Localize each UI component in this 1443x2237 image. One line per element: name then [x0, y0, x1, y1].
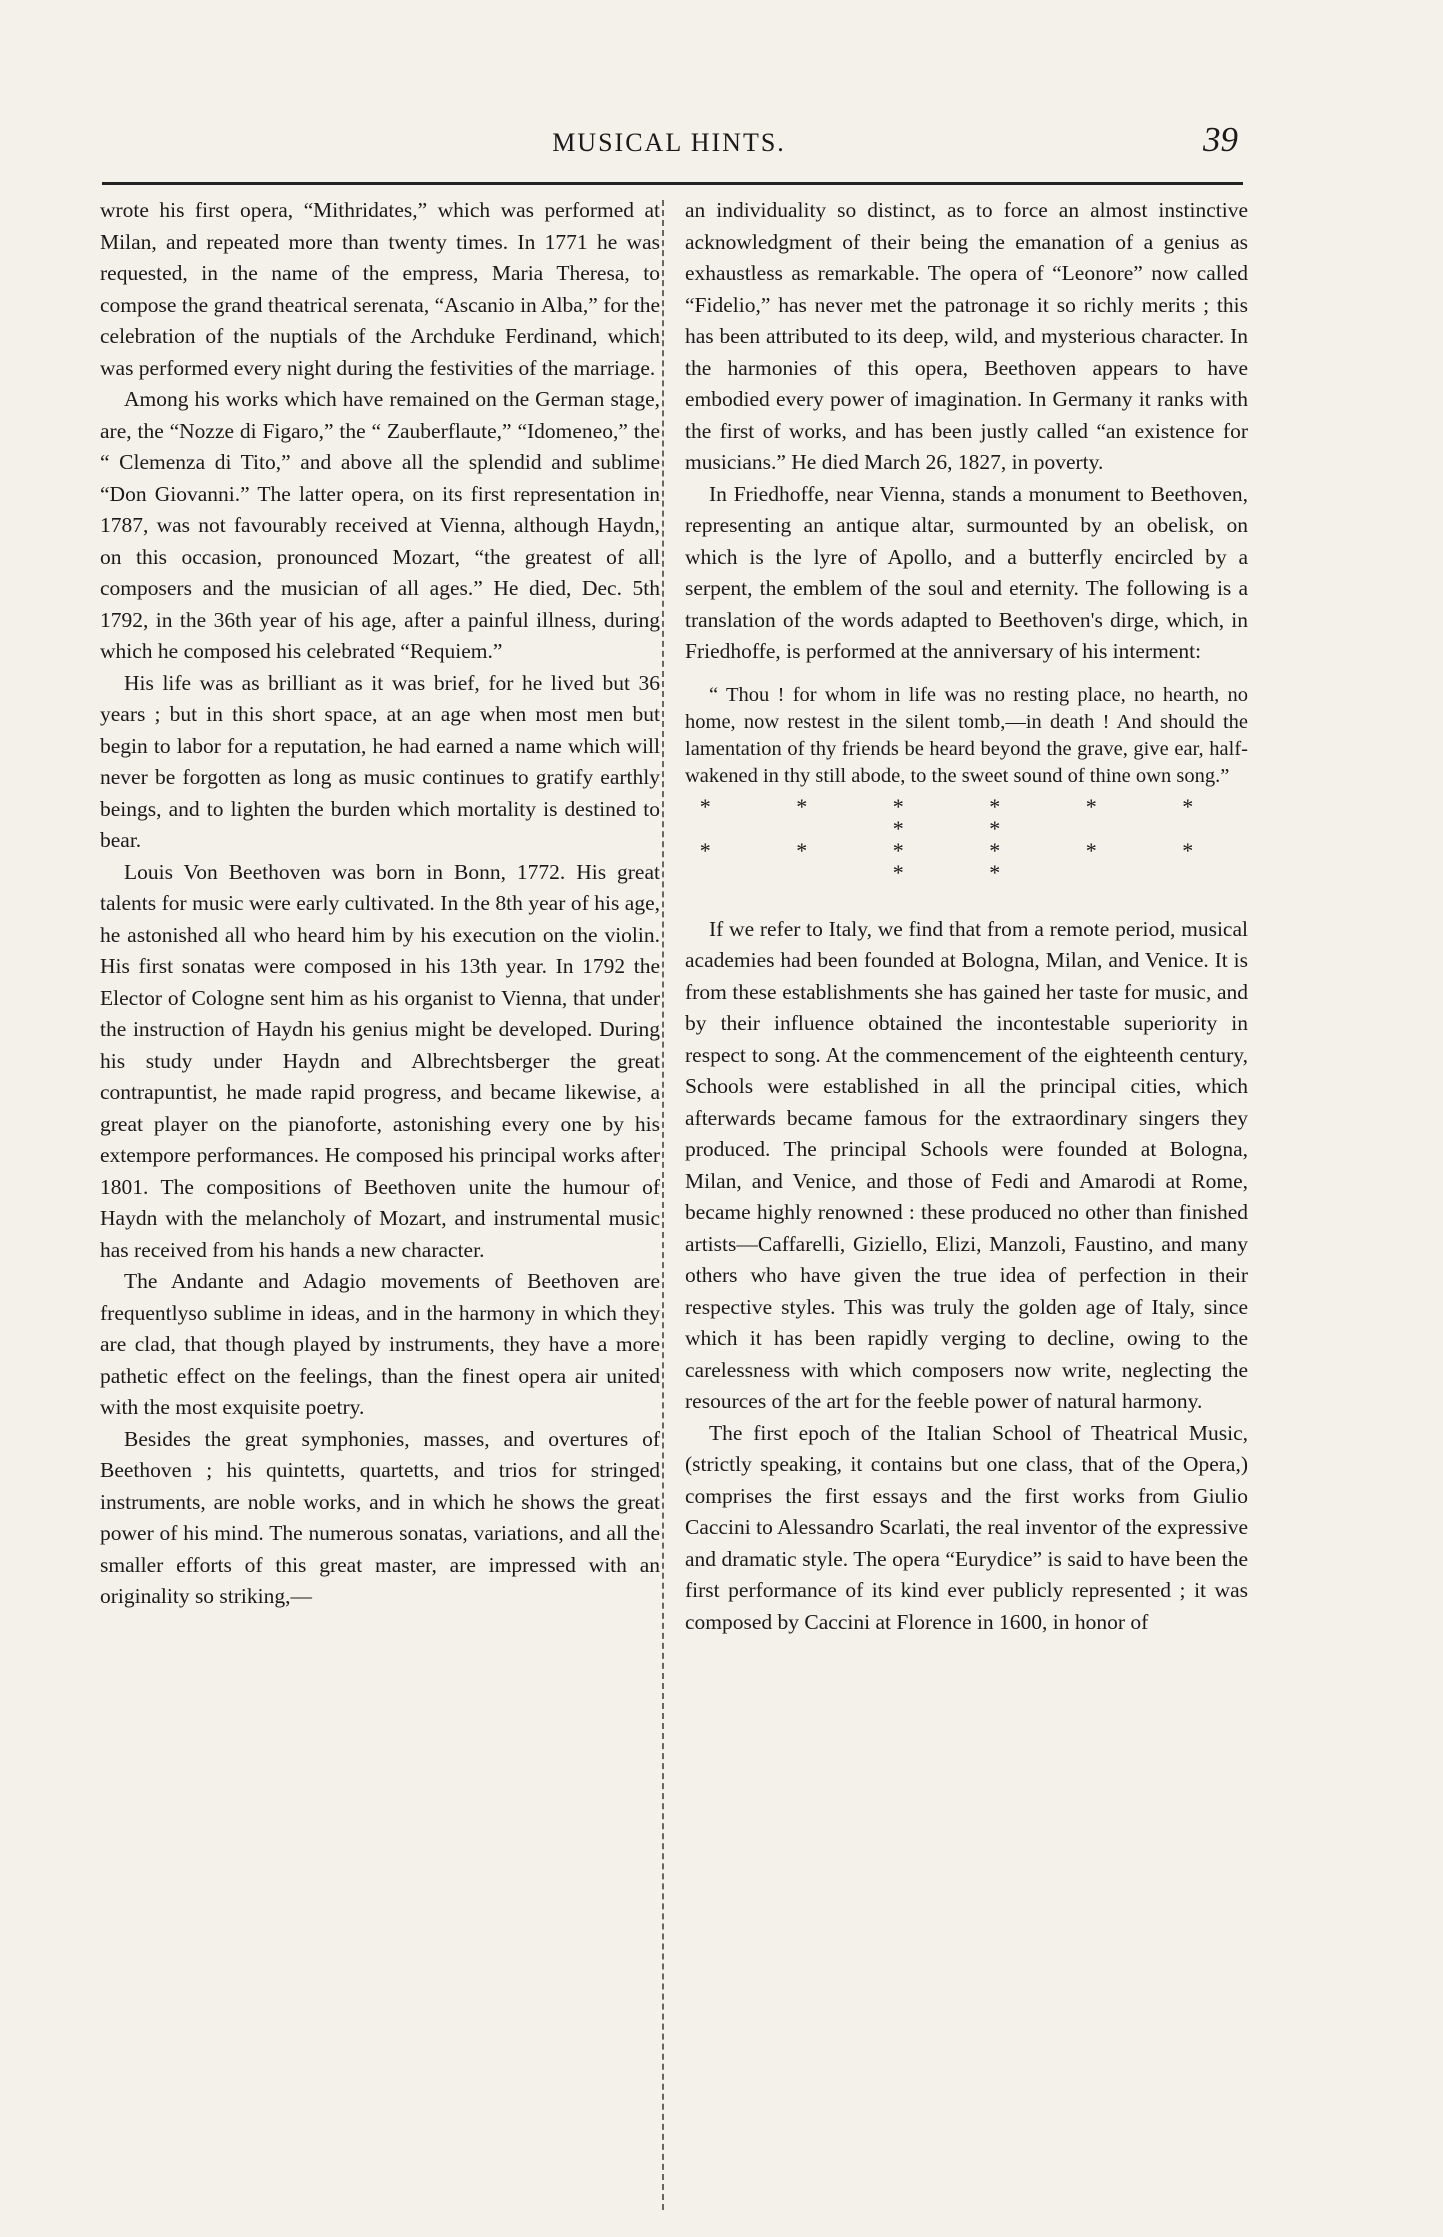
dirge-quote: “ Thou ! for whom in life was no resting place, no hearth, no home, now restest in the silent tomb,—in death ! And should the lamentation of thy friends be heard beyond the grave, give ear, half-wakened in thy still abode, to the sweet sound of thine own song.” [685, 683, 1248, 787]
paragraph: an individuality so distinct, as to force an almost instinctive acknowledgment of their being the emanation of a genius as exhaustless as remarkable. The opera of “Leonore” now called “Fidelio,” has never met the patronage it so richly merits ; this has been attributed to its deep, wild, and mysterious character. In the harmonies of this opera, Beethoven appears to have embodied every power of imagination. In Germany it ranks with the first of works, and has been justly called “an existence for musicians.” He died March 26, 1827, in poverty. [685, 198, 1248, 474]
page-header [100, 118, 1238, 168]
header-rule [102, 182, 1243, 185]
running-title: MUSICAL HINTS. [552, 128, 786, 157]
column-divider [662, 200, 664, 2210]
page-number: 39 [1203, 120, 1238, 159]
paragraph: Louis Von Beethoven was born in Bonn, 1772. His great talents for music were early cultivated. In the 8th year of his age, he astonished all who heard him by his execution on the violin. His first sonatas were composed in his 13th year. In 1792 the Elector of Cologne sent him as his organist to Vienna, that under the instruction of Haydn his genius might be developed. During his study under Haydn and Albrechtsberger the great contrapuntist, he made rapid progress, and became likewise, a great player on the pianoforte, astonishing every one by his extempore performances. He composed his principal works after 1801. The compositions of Beethoven unite the humour of Haydn with the melancholy of Mozart, and instrumental music has received from his hands a new character. [100, 859, 660, 1262]
left-column [100, 195, 660, 2215]
paragraph: In Friedhoffe, near Vienna, stands a monument to Beethoven, representing an antique altar, surmounted by an obelisk, on which is the lyre of Apollo, and a butterfly encircled by a serpent, the emblem of the soul and eternity. The following is a translation of the words adapted to Beethoven's dirge, which, in Friedhoffe, is performed at the anniversary of his interment: [685, 481, 1248, 663]
asterisk-separator [685, 793, 1248, 885]
paragraph: The first epoch of the Italian School of Theatrical Music,(strictly speaking, it contains but one class, that of the Opera,) comprises the first essays and the first works from Giulio Caccini to Alessandro Scarlati, the real inventor of the expressive and dramatic style. The opera “Eurydice” is said to have been the first performance of its kind ever publicly represented ; it was composed by Caccini at Florence in 1600, in honor of [685, 1420, 1248, 1634]
paragraph: Besides the great symphonies, masses, and overtures of Beethoven ; his quintetts, quartetts, and trios for stringed instruments, are noble works, and in which he shows the great power of his mind. The numerous sonatas, variations, and all the smaller efforts of this great master, are impressed with an originality so striking,— [100, 1426, 660, 1608]
asterisk-row: * * * * * * * * [699, 837, 1234, 885]
paragraph: His life was as brilliant as it was brief, for he lived but 36 years ; but in this short space, at an age when most men but begin to labor for a reputation, he had earned a name which will never be forgotten as long as music continues to gratify earthly beings, and to lighten the burden which mortality is destined to bear. [100, 670, 660, 852]
asterisk-row: * * * * * * * * [699, 793, 1234, 841]
paragraph: Among his works which have remained on the German stage, are, the “Nozze di Figaro,” the “ Zauberflaute,” “Idomeneo,” the “ Clemenza di Tito,” and above all the splendid and sublime “Don Giovanni.” The latter opera, on its first representation in 1787, was not favourably received at Vienna, although Haydn, on this occasion, pronounced Mozart, “the greatest of all composers and the musician of all ages.” He died, Dec. 5th 1792, in the 36th year of his age, after a painful illness, during which he composed his celebrated “Requiem.” [100, 387, 660, 663]
right-column [685, 195, 1248, 2215]
paragraph: wrote his first opera, “Mithridates,” which was performed at Milan, and repeated more than twenty times. In 1771 he was requested, in the name of the empress, Maria Theresa, to compose the grand theatrical serenata, “Ascanio in Alba,” for the celebration of the nuptials of the Archduke Ferdinand, which was performed every night during the festivities of the marriage. [100, 198, 660, 380]
paragraph: The Andante and Adagio movements of Beethoven are frequentlyso sublime in ideas, and in the harmony in which they are clad, that though played by instruments, they have a more pathetic effect on the feelings, than the finest opera air united with the most exquisite poetry. [100, 1269, 660, 1419]
paragraph: If we refer to Italy, we find that from a remote period, musical academies had been founded at Bologna, Milan, and Venice. It is from these establishments she has gained her taste for music, and by their influence obtained the incontestable superiority in respect to song. At the commencement of the eighteenth century, Schools were established in all the principal cities, which afterwards became famous for the extraordinary singers they produced. The principal Schools were founded at Bologna, Milan, and Venice, and those of Fedi and Amarodi at Rome, became highly renowned : these produced no other than finished artists—Caffarelli, Giziello, Elizi, Manzoli, Faustino, and many others who have given the true idea of perfection in their respective styles. This was truly the golden age of Italy, since which it has been rapidly verging to decline, owing to the carelessness with which composers now write, neglecting the resources of the art for the feeble power of natural harmony. [685, 916, 1248, 1413]
